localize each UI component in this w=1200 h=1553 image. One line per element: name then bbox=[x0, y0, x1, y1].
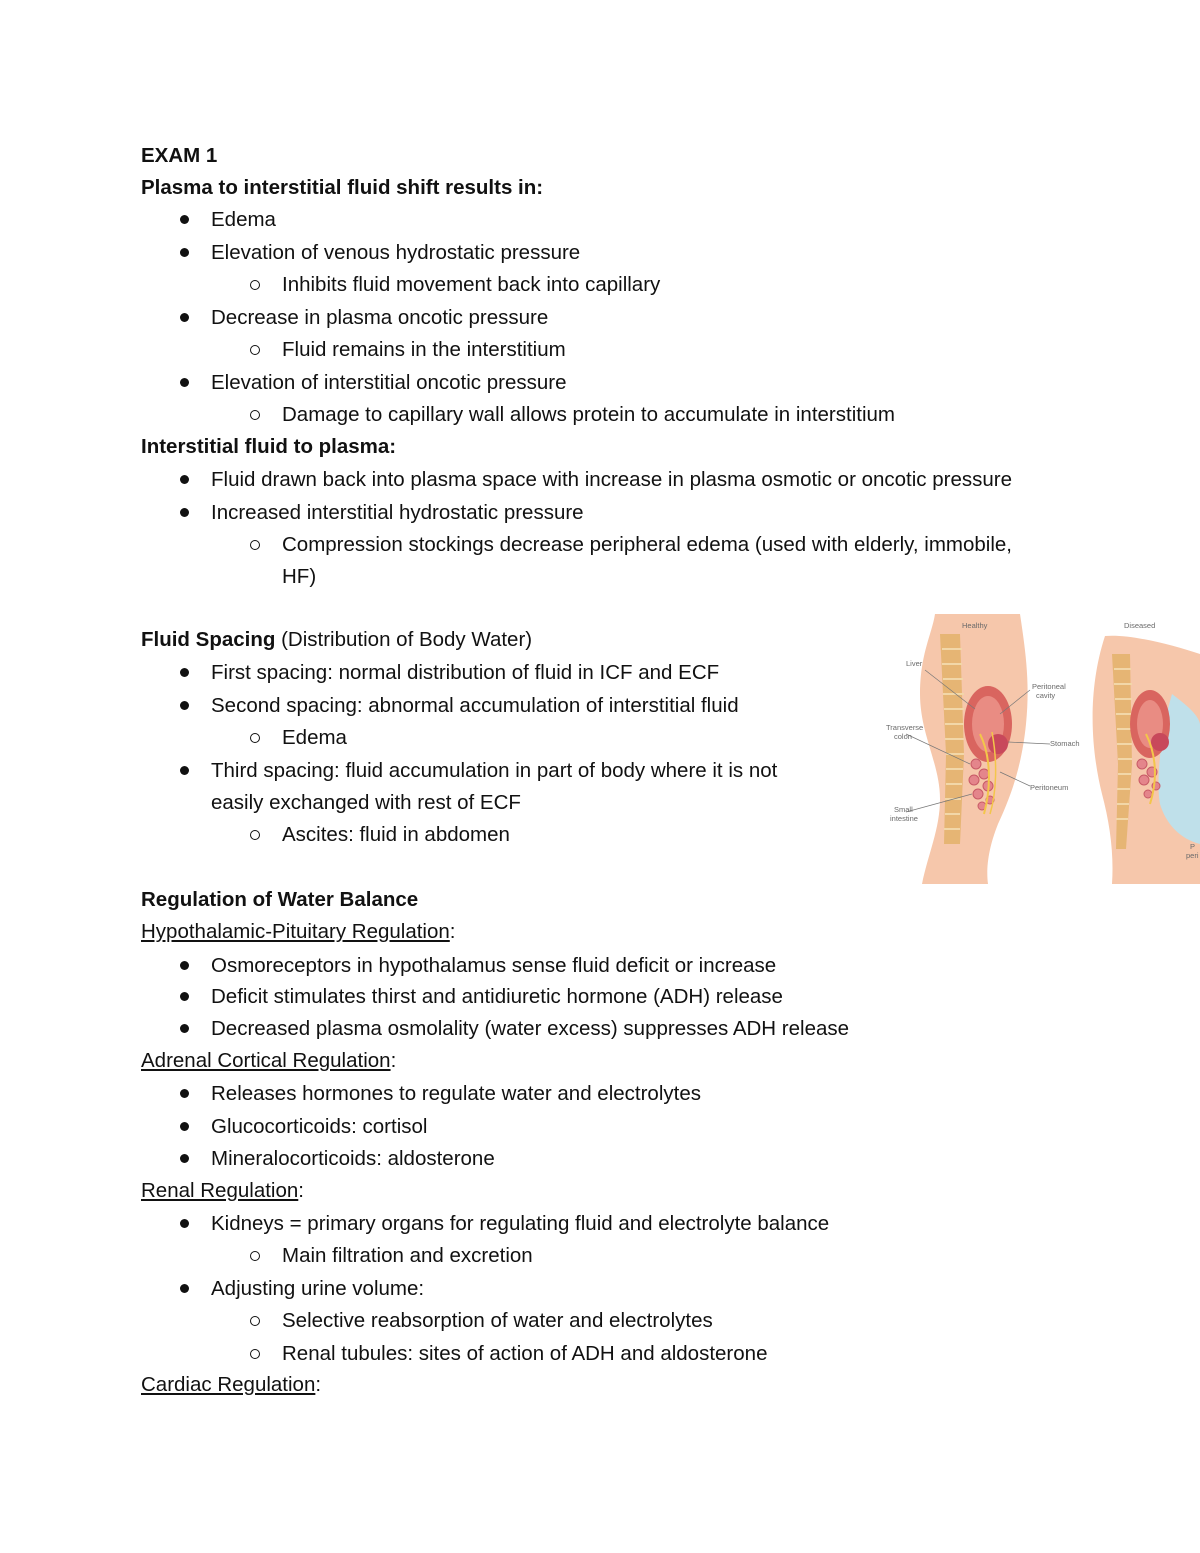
sub-bullet-icon bbox=[250, 733, 260, 743]
sub-bullet-icon bbox=[250, 1349, 260, 1359]
subheading-adrenal bbox=[141, 1045, 396, 1077]
list-item: Glucocorticoids: cortisol bbox=[211, 1115, 428, 1138]
list-item: Adjusting urine volume: bbox=[211, 1277, 425, 1300]
subheading-text: Renal Regulation bbox=[141, 1179, 299, 1202]
bullet-icon bbox=[180, 766, 189, 775]
list-item: Deficit stimulates thirst and antidiuretic hormone (ADH) release bbox=[211, 985, 783, 1008]
heading-bold-part: Fluid Spacing bbox=[141, 628, 276, 651]
sub-list-item: Compression stockings decrease peripheral edema (used with elderly, immobile, bbox=[282, 533, 1012, 556]
subheading-colon: : bbox=[315, 1373, 322, 1396]
bullet-icon bbox=[180, 508, 189, 517]
bullet-icon bbox=[180, 1219, 189, 1228]
sub-list-item: Renal tubules: sites of action of ADH and aldosterone bbox=[282, 1342, 768, 1365]
list-item-continuation: easily exchanged with rest of ECF bbox=[211, 791, 521, 814]
sub-bullet-icon bbox=[250, 410, 260, 420]
anatomy-illustration bbox=[880, 614, 1200, 884]
sub-bullet-icon bbox=[250, 830, 260, 840]
list-item: Decreased plasma osmolality (water excess) suppresses ADH release bbox=[211, 1017, 850, 1040]
bullet-icon bbox=[180, 701, 189, 710]
list-item: Decrease in plasma oncotic pressure bbox=[211, 306, 549, 329]
label-transverse-1: Transverse bbox=[886, 723, 924, 732]
heading-normal-part: (Distribution of Body Water) bbox=[275, 628, 533, 651]
label-transverse-2: colon bbox=[894, 732, 912, 741]
subheading-renal bbox=[141, 1175, 304, 1207]
subheading-colon: : bbox=[449, 920, 456, 943]
sub-list-item: Inhibits fluid movement back into capillary bbox=[282, 273, 661, 296]
subheading-cardiac bbox=[141, 1369, 321, 1401]
sub-list-item: Main filtration and excretion bbox=[282, 1244, 533, 1267]
subheading-text: Hypothalamic-Pituitary Regulation bbox=[141, 920, 450, 943]
sub-list-item: Ascites: fluid in abdomen bbox=[282, 823, 510, 846]
bullet-icon bbox=[180, 313, 189, 322]
bullet-icon bbox=[180, 1122, 189, 1131]
abdomen-anatomy-figure bbox=[880, 614, 1200, 884]
label-peritoneum: Peritoneum bbox=[1030, 783, 1069, 792]
bullet-icon bbox=[180, 1284, 189, 1293]
bullet-icon bbox=[180, 475, 189, 484]
sub-bullet-icon bbox=[250, 280, 260, 290]
sub-bullet-icon bbox=[250, 1251, 260, 1261]
list-item: Osmoreceptors in hypothalamus sense fluid deficit or increase bbox=[211, 954, 777, 977]
bullet-icon bbox=[180, 1024, 189, 1033]
label-stomach: Stomach bbox=[1050, 739, 1080, 748]
label-liver: Liver bbox=[906, 659, 923, 668]
list-item: Releases hormones to regulate water and electrolytes bbox=[211, 1082, 701, 1105]
list-item: Increased interstitial hydrostatic pressure bbox=[211, 501, 584, 524]
list-item: Third spacing: fluid accumulation in part of body where it is not bbox=[211, 759, 778, 782]
section-heading-fluid-spacing bbox=[141, 624, 532, 656]
sub-bullet-icon bbox=[250, 1316, 260, 1326]
bullet-icon bbox=[180, 992, 189, 1001]
label-small-1: Small bbox=[894, 805, 913, 814]
list-item: Elevation of venous hydrostatic pressure bbox=[211, 241, 581, 264]
subheading-text: Cardiac Regulation bbox=[141, 1373, 316, 1396]
section-heading-plasma-to-interstitial: Plasma to interstitial fluid shift results in: bbox=[141, 176, 544, 199]
list-item: Second spacing: abnormal accumulation of interstitial fluid bbox=[211, 694, 739, 717]
bullet-icon bbox=[180, 215, 189, 224]
label-diseased: Diseased bbox=[1124, 621, 1156, 630]
section-heading-interstitial-to-plasma: Interstitial fluid to plasma: bbox=[141, 435, 397, 458]
section-heading-water-balance: Regulation of Water Balance bbox=[141, 888, 419, 911]
label-small-2: intestine bbox=[890, 814, 918, 823]
list-item: Elevation of interstitial oncotic pressure bbox=[211, 371, 567, 394]
subheading-hypothalamic bbox=[141, 916, 455, 948]
list-item: First spacing: normal distribution of fluid in ICF and ECF bbox=[211, 661, 720, 684]
sub-list-item: Damage to capillary wall allows protein to accumulate in interstitium bbox=[282, 403, 895, 426]
bullet-icon bbox=[180, 1154, 189, 1163]
list-item: Edema bbox=[211, 208, 276, 231]
sub-list-item: Edema bbox=[282, 726, 347, 749]
sub-bullet-icon bbox=[250, 540, 260, 550]
subheading-colon: : bbox=[390, 1049, 397, 1072]
bullet-icon bbox=[180, 248, 189, 257]
bullet-icon bbox=[180, 961, 189, 970]
label-peritoneal-2: cavity bbox=[1036, 691, 1056, 700]
list-item: Mineralocorticoids: aldosterone bbox=[211, 1147, 495, 1170]
label-cut-1: P bbox=[1190, 842, 1196, 851]
subheading-colon: : bbox=[298, 1179, 304, 1202]
label-peritoneal-1: Peritoneal bbox=[1032, 682, 1066, 691]
label-healthy: Healthy bbox=[962, 621, 988, 630]
label-cut-2: peri bbox=[1186, 851, 1199, 860]
subheading-text: Adrenal Cortical Regulation bbox=[141, 1049, 391, 1072]
list-item: Kidneys = primary organs for regulating fluid and electrolyte balance bbox=[211, 1212, 830, 1235]
sub-list-item: Selective reabsorption of water and electrolytes bbox=[282, 1309, 713, 1332]
sub-list-item-continuation: HF) bbox=[282, 565, 317, 588]
list-item: Fluid drawn back into plasma space with increase in plasma osmotic or oncotic pressure bbox=[211, 468, 1013, 491]
bullet-icon bbox=[180, 668, 189, 677]
exam-title: EXAM 1 bbox=[141, 144, 218, 167]
bullet-icon bbox=[180, 378, 189, 387]
sub-list-item: Fluid remains in the interstitium bbox=[282, 338, 566, 361]
sub-bullet-icon bbox=[250, 345, 260, 355]
bullet-icon bbox=[180, 1089, 189, 1098]
